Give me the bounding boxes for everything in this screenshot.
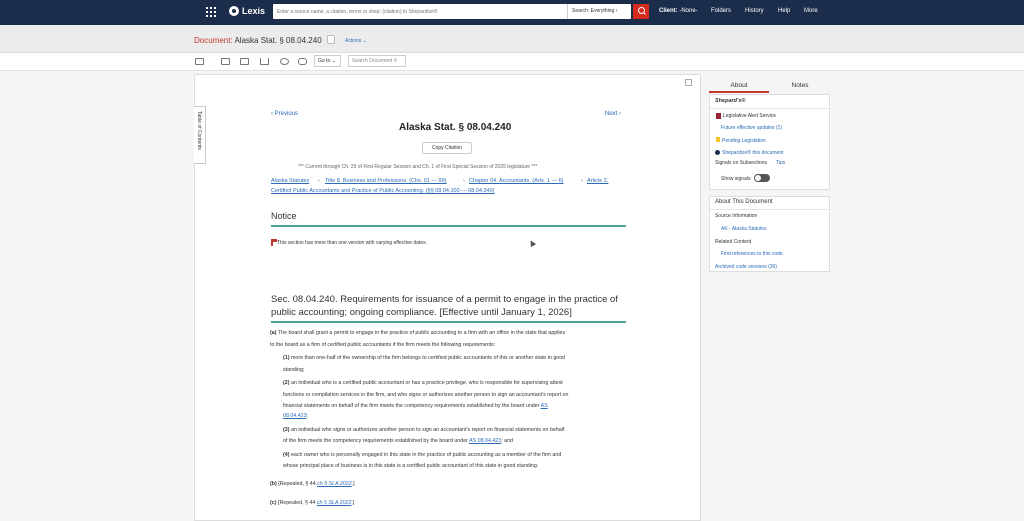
- tips-link[interactable]: Tips: [776, 160, 786, 166]
- search-scope-dropdown[interactable]: Search: Everything ›: [567, 4, 631, 19]
- breadcrumb-article-2[interactable]: Article 2.: [587, 178, 609, 184]
- tab-notes[interactable]: Notes: [791, 82, 809, 89]
- shepards-title: Shepard's®: [715, 98, 746, 104]
- paragraph-1: (1) more than one-half of the ownership of the firm belongs to certified public accountants of this or another state in good: [283, 355, 566, 361]
- search-document-input[interactable]: Search Document ⚲: [348, 55, 406, 67]
- pending-legislation-icon: [716, 137, 720, 142]
- paragraph-2-cont-3: 08.04.423;: [283, 413, 309, 419]
- paragraph-3-cont: of the firm meets the competency requirements established by the board under AS 08.04.423; and: [283, 438, 513, 444]
- global-search-box: [273, 4, 631, 19]
- breadcrumb-title-8[interactable]: Title 8. Business and Professions. (Chs. 01 — 99): [325, 178, 447, 184]
- shepardize-icon[interactable]: [298, 58, 307, 65]
- goto-dropdown[interactable]: Go to ⌄: [314, 55, 341, 67]
- document-title-bar: [0, 25, 1024, 53]
- notice-heading: Notice: [271, 211, 297, 221]
- section-heading-line-2: public accounting; ongoing compliance. [Effective until January 1, 2026]: [271, 307, 572, 318]
- shepards-shield-icon: [716, 113, 721, 119]
- email-icon[interactable]: [240, 58, 249, 65]
- top-nav-bar: [0, 0, 1024, 25]
- show-signals-toggle[interactable]: [754, 174, 770, 182]
- paragraph-1-cont: standing;: [283, 367, 305, 373]
- divider: [710, 108, 829, 109]
- nav-folders[interactable]: Folders: [711, 8, 732, 14]
- paragraph-3: (3) an individual who signs or authorizes another person to sign an accountant's report on financial statements on behalf: [283, 427, 565, 433]
- about-document-title: About This Document: [715, 199, 773, 205]
- folder-icon[interactable]: [195, 58, 204, 65]
- expand-icon[interactable]: [685, 79, 692, 86]
- notice-divider: [271, 225, 626, 227]
- table-of-contents-tab[interactable]: Table of Contents: [194, 106, 206, 164]
- shepards-signal-icon[interactable]: [327, 35, 335, 44]
- about-document-box: [709, 196, 830, 272]
- nav-help[interactable]: Help: [778, 8, 791, 14]
- section-divider: [271, 321, 626, 323]
- paragraph-2: (2) an individual who is a certified public accountant or has a practice privilege, who is responsible for supervising attest: [283, 380, 563, 386]
- search-button[interactable]: [633, 4, 649, 19]
- shepardize-document-link[interactable]: Shepardize® this document: [722, 150, 784, 156]
- notice-text: This section has more than one version with varying effective dates.: [277, 240, 427, 246]
- document-title: Document: Alaska Stat. § 08.04.240: [194, 36, 322, 45]
- client-selector[interactable]: Client: -None-: [659, 8, 698, 14]
- as-08-04-423-link[interactable]: 08.04.423: [283, 413, 307, 419]
- source-information-label: Source Information: [715, 213, 758, 219]
- related-content-label: Related Content: [715, 239, 752, 245]
- repeal-link[interactable]: ch 5 SLA 2022: [316, 500, 352, 506]
- previous-link[interactable]: ‹ Previous: [271, 111, 299, 117]
- paragraph-4: (4) each owner who is personally engaged in this state in the practice of public accounting as a member of the firm and: [283, 452, 562, 458]
- as-link[interactable]: AS: [540, 403, 548, 409]
- tab-about[interactable]: About: [709, 79, 769, 93]
- paragraph-2-cont-2: financial statements on behalf of the firm meets the competency requirements established by the board under AS: [283, 403, 548, 409]
- next-link[interactable]: Next ›: [605, 111, 622, 117]
- right-panel-tabs: [709, 79, 830, 93]
- print-icon[interactable]: [221, 58, 230, 65]
- paragraph-b: (b) [Repealed, § 44 ch 5 SLA 2022.]: [270, 481, 355, 487]
- nav-more[interactable]: More: [804, 8, 818, 14]
- paragraph-c: (c) [Repealed, § 44 ch 5 SLA 2022.]: [270, 500, 355, 506]
- breadcrumb-chapter-04[interactable]: Chapter 04. Accountants. (Arts. 1 — 6): [469, 178, 564, 184]
- breadcrumb-separator: ›: [318, 178, 320, 184]
- lexis-logo-icon: [229, 6, 239, 16]
- pending-legislation-link[interactable]: Pending Legislation: [722, 138, 766, 144]
- signals-on-subsections-label: Signals on Subsections: [715, 160, 767, 166]
- global-search-input[interactable]: [273, 4, 565, 19]
- copy-citation-button[interactable]: Copy Citation: [422, 142, 472, 154]
- paragraph-2-cont-1: functions or compilation services in the firm, and who signs or authorizes another person to sign an accountant's report on: [283, 392, 569, 398]
- paragraph-a-cont: to the board as a firm of certified public accountants if the firm meets the following requirements:: [270, 342, 496, 348]
- as-08-04-423-link[interactable]: AS 08.04.423: [469, 438, 502, 444]
- link-icon[interactable]: [280, 58, 289, 65]
- section-heading-line-1: Sec. 08.04.240. Requirements for issuance of a permit to engage in the practice of: [271, 294, 618, 305]
- legislative-alert-label: Legislative Alert Service: [723, 113, 777, 119]
- source-value-link[interactable]: AK - Alaska Statutes: [721, 226, 767, 232]
- download-icon[interactable]: [260, 58, 269, 65]
- breadcrumb-separator: ›: [581, 178, 583, 184]
- document-toolbar: [0, 53, 1024, 71]
- paragraph-a: (a) The board shall grant a permit to engage in the practice of public accounting to a firm with an office in the state that applies: [270, 330, 566, 336]
- lexis-logo[interactable]: Lexis: [229, 6, 265, 16]
- breadcrumb-separator: ›: [463, 178, 465, 184]
- archived-versions-link[interactable]: Archived code versions (36): [715, 264, 777, 270]
- actions-menu[interactable]: Actions ⌄: [345, 38, 367, 44]
- currency-statement: *** Current through Ch. 25 of First Regular Session and Ch. 1 of First Special Session of 2025 legislature ***: [298, 164, 538, 170]
- info-icon: [715, 150, 720, 155]
- nav-history[interactable]: History: [745, 8, 764, 14]
- breadcrumb-alaska-statutes[interactable]: Alaska Statutes: [271, 178, 310, 184]
- divider: [710, 209, 829, 210]
- find-references-link[interactable]: Find references to this code: [721, 251, 783, 257]
- breadcrumb-article-2-title[interactable]: Certified Public Accountants and Practice of Public Accounting. (§§ 08.04.100 — 08.04.340): [271, 188, 495, 194]
- paragraph-4-cont: whose principal place of business is in this state is a certified public accountant of this state in good standing.: [283, 463, 539, 469]
- app-grid-icon[interactable]: [206, 7, 216, 17]
- red-flag-icon: [271, 239, 273, 246]
- document-heading: Alaska Stat. § 08.04.240: [399, 122, 512, 133]
- repeal-link[interactable]: ch 5 SLA 2022: [317, 481, 352, 487]
- show-signals-label: Show signals: [721, 176, 751, 182]
- future-updates-link[interactable]: Future effective updates (1): [721, 125, 783, 131]
